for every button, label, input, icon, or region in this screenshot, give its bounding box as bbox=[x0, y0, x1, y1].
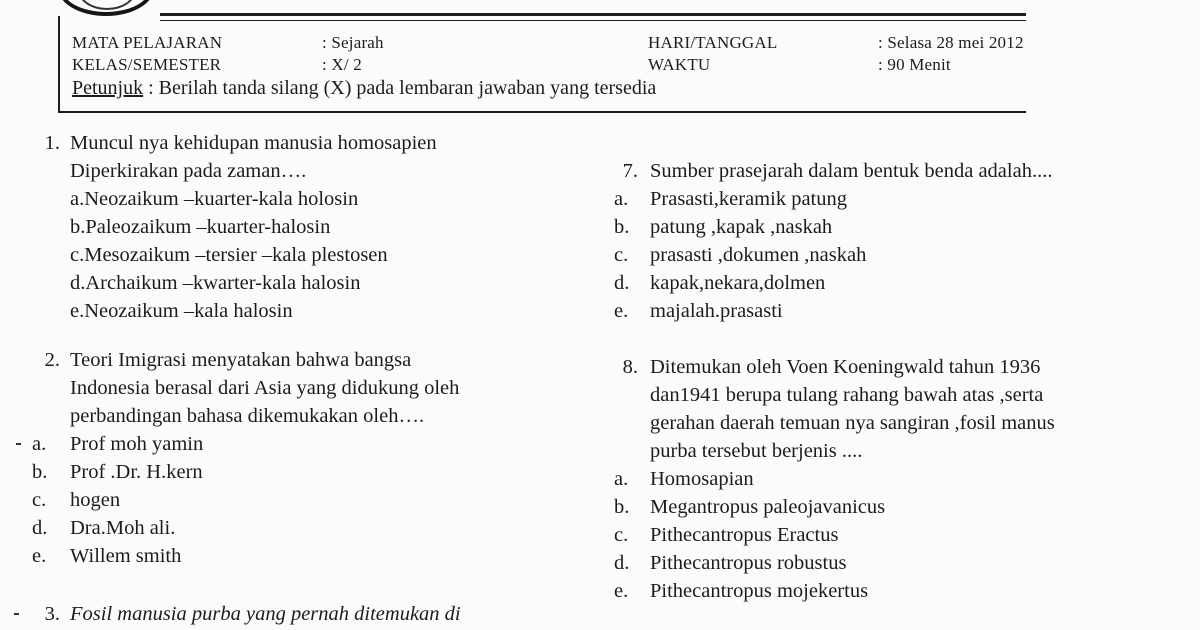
instruction-label: Petunjuk bbox=[72, 77, 144, 99]
question-2-option-label: d. bbox=[32, 517, 48, 539]
scan-mark bbox=[14, 613, 19, 615]
question-8-option-label: b. bbox=[614, 496, 630, 518]
question-7-number: 7. bbox=[622, 160, 638, 182]
question-7-option-a: Prasasti,keramik patung bbox=[650, 188, 847, 210]
question-8-line: purba tersebut berjenis .... bbox=[650, 440, 863, 462]
class-label: KELAS/SEMESTER bbox=[72, 55, 222, 74]
question-2-option-c: hogen bbox=[70, 489, 121, 511]
question-2-option-label: a. bbox=[32, 433, 47, 455]
question-8-line: gerahan daerah temuan nya sangiran ,fosil manus bbox=[650, 412, 1055, 434]
question-2-option-d: Dra.Moh ali. bbox=[70, 517, 176, 539]
question-2-option-b: Prof .Dr. H.kern bbox=[70, 461, 203, 483]
scan-mark bbox=[16, 443, 21, 445]
question-1-line: Diperkirakan pada zaman…. bbox=[70, 160, 307, 182]
question-8-option-d: Pithecantropus robustus bbox=[650, 552, 847, 574]
question-7-option-label: e. bbox=[614, 300, 629, 322]
question-2-option-label: e. bbox=[32, 545, 47, 567]
header-rule-top bbox=[160, 13, 1026, 16]
question-1-option-e: e.Neozaikum –kala halosin bbox=[70, 300, 293, 322]
question-1-number: 1. bbox=[44, 132, 60, 154]
question-8-line: dan1941 berupa tulang rahang bawah atas ,serta bbox=[650, 384, 1044, 406]
question-1-option-b: b.Paleozaikum –kuarter-halosin bbox=[70, 216, 331, 238]
subject-value: : Sejarah bbox=[322, 33, 384, 52]
question-3-number: 3. bbox=[44, 603, 60, 625]
question-7-option-label: b. bbox=[614, 216, 630, 238]
instruction bbox=[72, 77, 656, 100]
question-8-option-b: Megantropus paleojavanicus bbox=[650, 496, 886, 518]
question-2-line: Indonesia berasal dari Asia yang didukung oleh bbox=[70, 377, 460, 399]
header-rule-second bbox=[160, 20, 1026, 21]
question-8-option-label: d. bbox=[614, 552, 630, 574]
question-2-option-label: b. bbox=[32, 461, 48, 483]
question-8-option-e: Pithecantropus mojekertus bbox=[650, 580, 869, 602]
question-2-line: Teori Imigrasi menyatakan bahwa bangsa bbox=[70, 349, 412, 371]
question-2-option-label: c. bbox=[32, 489, 47, 511]
question-2-option-a: Prof moh yamin bbox=[70, 433, 204, 455]
question-1-option-a: a.Neozaikum –kuarter-kala holosin bbox=[70, 188, 359, 210]
question-8-option-c: Pithecantropus Eractus bbox=[650, 524, 839, 546]
question-7-option-label: a. bbox=[614, 188, 629, 210]
header-box-left-border bbox=[58, 16, 60, 112]
question-8-number: 8. bbox=[622, 356, 638, 378]
question-7-option-label: d. bbox=[614, 272, 630, 294]
question-7-option-c: prasasti ,dokumen ,naskah bbox=[650, 244, 867, 266]
instruction-text: : Berilah tanda silang (X) pada lembaran jawaban yang tersedia bbox=[143, 77, 657, 99]
time-value: : 90 Menit bbox=[878, 55, 951, 74]
question-8-option-a: Homosapian bbox=[650, 468, 754, 490]
question-1-option-c: c.Mesozaikum –tersier –kala plestosen bbox=[70, 244, 388, 266]
question-8-option-label: c. bbox=[614, 524, 629, 546]
question-8-option-label: a. bbox=[614, 468, 629, 490]
question-7-option-d: kapak,nekara,dolmen bbox=[650, 272, 826, 294]
question-7-option-b: patung ,kapak ,naskah bbox=[650, 216, 833, 238]
class-value: : X/ 2 bbox=[322, 55, 362, 74]
question-7-option-e: majalah.prasasti bbox=[650, 300, 783, 322]
question-8-line: Ditemukan oleh Voen Koeningwald tahun 1936 bbox=[650, 356, 1041, 378]
question-1-option-d: d.Archaikum –kwarter-kala halosin bbox=[70, 272, 361, 294]
question-2-number: 2. bbox=[44, 349, 60, 371]
question-1-line: Muncul nya kehidupan manusia homosapien bbox=[70, 132, 437, 154]
subject-label: MATA PELAJARAN bbox=[72, 33, 223, 52]
date-value: : Selasa 28 mei 2012 bbox=[878, 33, 1024, 52]
question-7-option-label: c. bbox=[614, 244, 629, 266]
question-7-line: Sumber prasejarah dalam bentuk benda adalah.... bbox=[650, 160, 1053, 182]
question-2-option-e: Willem smith bbox=[70, 545, 182, 567]
question-2-line: perbandingan bahasa dikemukakan oleh…. bbox=[70, 405, 425, 427]
question-8-option-label: e. bbox=[614, 580, 629, 602]
question-3-line: Fosil manusia purba yang pernah ditemukan di bbox=[70, 603, 461, 625]
time-label: WAKTU bbox=[648, 55, 711, 74]
date-label: HARI/TANGGAL bbox=[648, 33, 778, 52]
header-box-bottom-border bbox=[58, 111, 1026, 113]
